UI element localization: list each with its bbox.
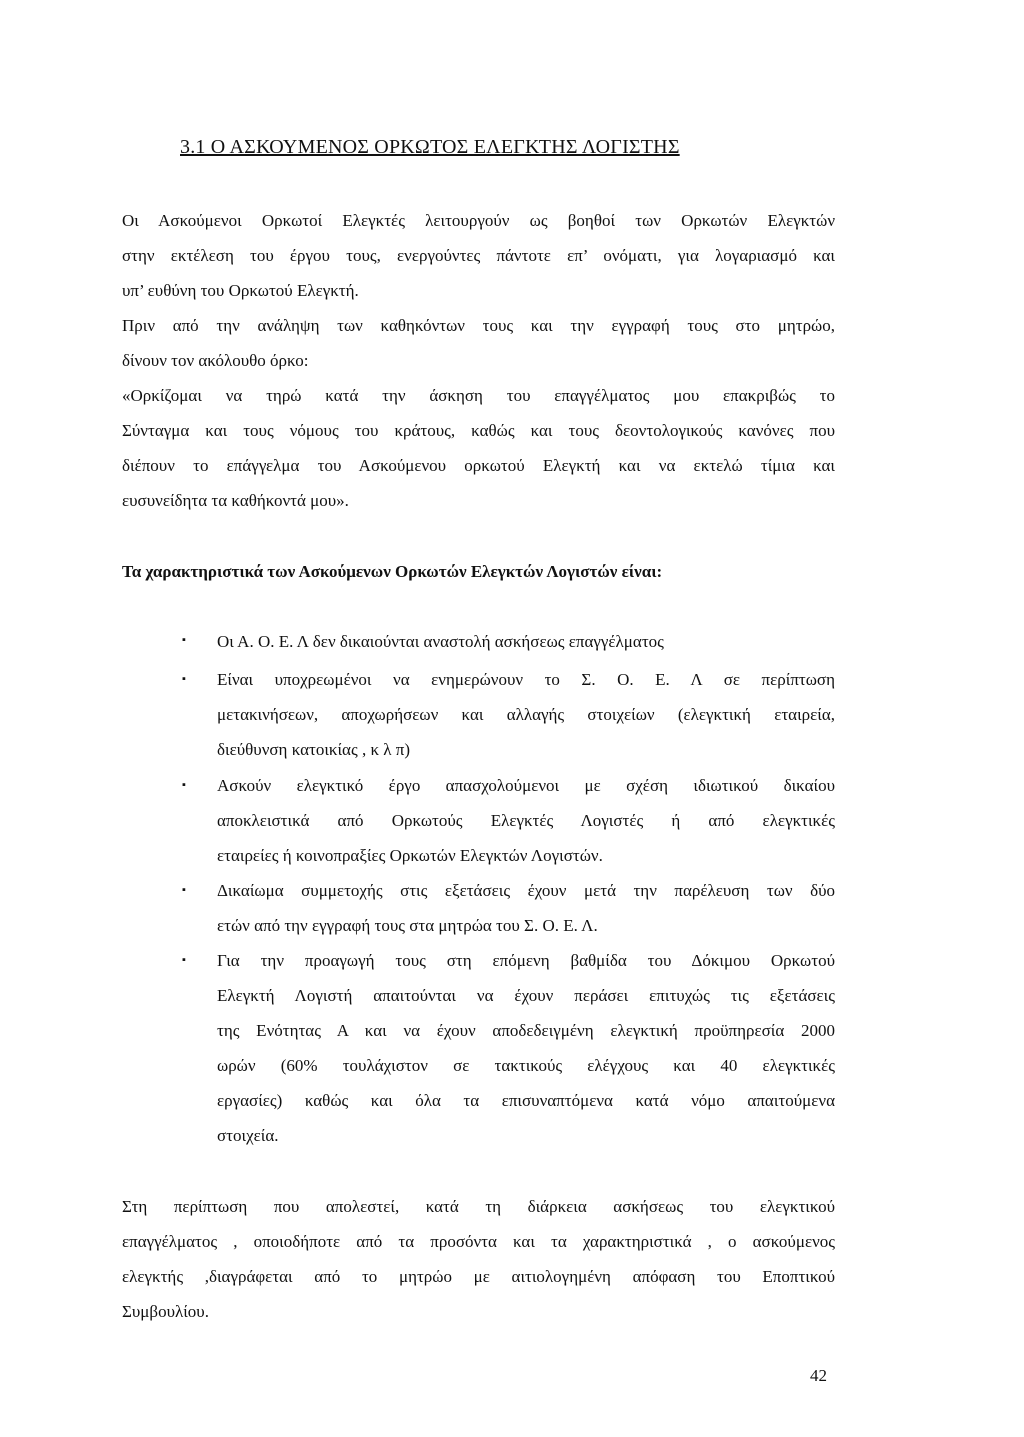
bullet-text: αποκλειστικά από Ορκωτούς Ελεγκτές Λογιστές ή από ελεγκτικές [217, 811, 835, 830]
oath-intro-line: Πριν από την ανάληψη των καθηκόντων τους και την εγγραφή τους στο μητρώο, [122, 316, 835, 335]
bullet-text: της Ενότητας Α και να έχουν αποδεδειγμένη ελεγκτική προϋπηρεσία 2000 [217, 1021, 835, 1040]
bullet-text: Ελεγκτή Λογιστή απαιτούνται να έχουν περάσει επιτυχώς τις εξετάσεις [217, 986, 835, 1005]
closing-line: ελεγκτής ,διαγράφεται από το μητρώο με αιτιολογημένη απόφαση του Εποπτικού [122, 1267, 835, 1286]
bullet-text: Ασκούν ελεγκτικό έργο απασχολούμενοι με σχέση ιδιωτικού δικαίου [217, 776, 835, 795]
bullet-text: μετακινήσεων, αποχωρήσεων και αλλαγής στοιχείων (ελεγκτική εταιρεία, [217, 705, 835, 724]
page-number: 42 [810, 1366, 827, 1385]
intro-line: Οι Ασκούμενοι Ορκωτοί Ελεγκτές λειτουργούν ως βοηθοί των Ορκωτών Ελεγκτών [122, 211, 835, 230]
bullet-text: ωρών (60% τουλάχιστον σε τακτικούς ελέγχους και 40 ελεγκτικές [217, 1056, 835, 1075]
bullet-marker-icon: ▪ [182, 884, 186, 896]
closing-line: Στη περίπτωση που απολεστεί, κατά τη διάρκεια ασκήσεως του ελεγκτικού [122, 1197, 835, 1216]
oath-line: ευσυνείδητα τα καθήκοντά μου». [122, 491, 349, 510]
closing-line: Συμβουλίου. [122, 1302, 209, 1321]
bullet-marker-icon: ▪ [182, 673, 186, 685]
characteristics-heading: Τα χαρακτηριστικά των Ασκούμενων Ορκωτών Ελεγκτών Λογιστών είναι: [122, 562, 663, 581]
oath-intro-line: δίνουν τον ακόλουθο όρκο: [122, 351, 309, 370]
bullet-marker-icon: ▪ [182, 779, 186, 791]
bullet-text: Είναι υποχρεωμένοι να ενημερώνουν το Σ. Ο. Ε. Λ σε περίπτωση [217, 670, 835, 689]
section-heading: 3.1 Ο ΑΣΚΟΥΜΕΝΟΣ ΟΡΚΩΤΟΣ ΕΛΕΓΚΤΗΣ ΛΟΓΙΣΤΗΣ [180, 136, 680, 158]
oath-line: διέπουν το επάγγελμα του Ασκούμενου ορκωτού Ελεγκτή και να εκτελώ τίμια και [122, 456, 835, 475]
bullet-text: στοιχεία. [217, 1126, 279, 1145]
bullet-text: Δικαίωμα συμμετοχής στις εξετάσεις έχουν μετά την παρέλευση των δύο [217, 881, 835, 900]
bullet-text: εργασίες) καθώς και όλα τα επισυναπτόμενα κατά νόμο απαιτούμενα [217, 1091, 835, 1110]
bullet-text: εταιρείες ή κοινοπραξίες Ορκωτών Ελεγκτών Λογιστών. [217, 846, 603, 865]
bullet-marker-icon: ▪ [182, 954, 186, 966]
bullet-text: ετών από την εγγραφή τους στα μητρώα του Σ. Ο. Ε. Λ. [217, 916, 598, 935]
intro-line: υπ’ ευθύνη του Ορκωτού Ελεγκτή. [122, 281, 359, 300]
bullet-text: διεύθυνση κατοικίας , κ λ π) [217, 740, 411, 759]
closing-line: επαγγέλματος , οποιοδήποτε από τα προσόντα και τα χαρακτηριστικά , ο ασκούμενος [122, 1232, 835, 1251]
intro-line: στην εκτέλεση του έργου τους, ενεργούντες πάντοτε επ’ ονόματι, για λογαριασμό και [122, 246, 835, 265]
oath-line: Σύνταγμα και τους νόμους του κράτους, καθώς και τους δεοντολογικούς κανόνες που [122, 421, 835, 440]
bullet-marker-icon: ▪ [182, 634, 186, 646]
bullet-text: Για την προαγωγή τους στη επόμενη βαθμίδα του Δόκιμου Ορκωτού [217, 951, 835, 970]
oath-line: «Ορκίζομαι να τηρώ κατά την άσκηση του επαγγέλματος μου επακριβώς το [122, 386, 835, 405]
bullet-text: Οι Α. Ο. Ε. Λ δεν δικαιούνται αναστολή ασκήσεως επαγγέλματος [217, 632, 664, 651]
